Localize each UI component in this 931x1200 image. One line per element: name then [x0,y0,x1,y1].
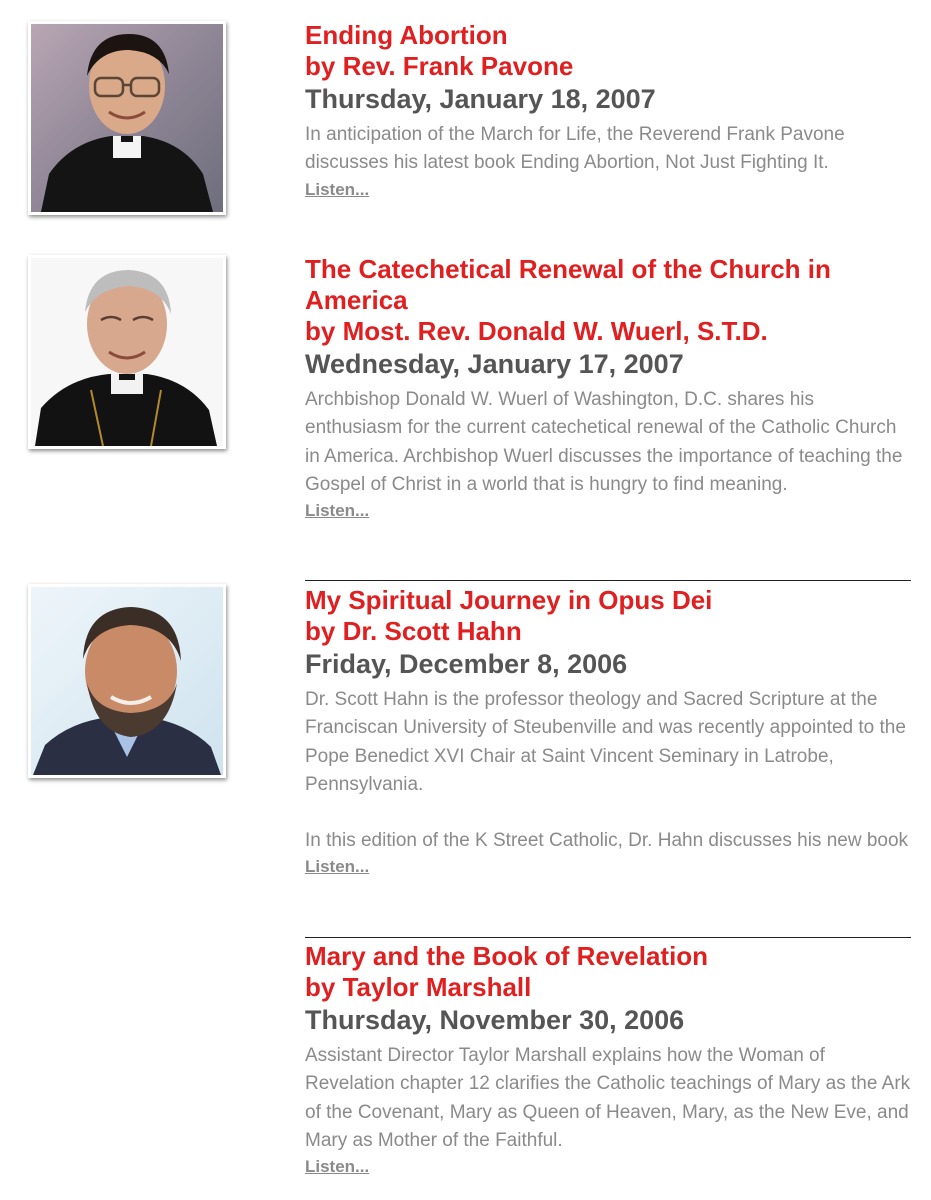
title-line[interactable]: My Spiritual Journey in Opus Dei [305,585,713,615]
speaker-line[interactable]: by Rev. Frank Pavone [305,51,574,81]
episode-description-2: In this edition of the K Street Catholic, Dr. Hahn discusses his new book [305,830,909,852]
portrait-priest-icon [31,24,223,212]
episode-title[interactable] [305,941,911,1003]
episode-title[interactable] [305,585,911,647]
paragraph-gap [305,799,911,827]
episode-date: Thursday, January 18, 2007 [305,84,656,114]
listen-link[interactable]: Listen... [305,501,370,521]
episode-description: Archbishop Donald W. Wuerl of Washington, D.C. shares his enthusiasm for the current catechetical renewal of the Catholic Church in America. Archbishop Wuerl discusses the importance of teaching the Gospel of Christ in a world that is hungry to find meaning. [305,389,903,495]
episode-date: Thursday, November 30, 2006 [305,1005,685,1035]
listen-link[interactable]: Listen... [305,179,370,199]
title-line[interactable]: Ending Abortion [305,20,508,50]
episode-title[interactable] [305,254,911,347]
speaker-photo[interactable] [28,255,226,449]
divider [305,580,911,581]
listen-link[interactable]: Listen... [305,1157,370,1177]
episode-description: Dr. Scott Hahn is the professor theology and Sacred Scripture at the Franciscan University of Steubenville and was recently appointed to the Pope Benedict XVI Chair at Saint Vincent Seminary in Latrobe, Pennsylvania. [305,689,906,795]
portrait-man-bearded-icon [31,587,223,775]
episode-title[interactable] [305,20,911,82]
speaker-photo[interactable] [28,21,226,215]
speaker-line[interactable]: by Most. Rev. Donald W. Wuerl, S.T.D. [305,316,768,346]
divider [305,937,911,938]
speaker-line[interactable]: by Dr. Scott Hahn [305,616,522,646]
listen-link[interactable]: Listen... [305,857,370,877]
speaker-photo[interactable] [28,584,226,778]
episode-description: In anticipation of the March for Life, the Reverend Frank Pavone discusses his latest book Ending Abortion, Not Just Fighting It. [305,124,845,174]
speaker-line[interactable]: by Taylor Marshall [305,972,532,1002]
title-line[interactable]: The Catechetical Renewal of the Church in America [305,254,831,315]
episode-date: Wednesday, January 17, 2007 [305,349,684,379]
portrait-bishop-icon [31,258,223,446]
title-line[interactable]: Mary and the Book of Revelation [305,941,709,971]
episode-date: Friday, December 8, 2006 [305,649,628,679]
episode-description: Assistant Director Taylor Marshall explains how the Woman of Revelation chapter 12 clarifies the Catholic teachings of Mary as the Ark of the Covenant, Mary as Queen of Heaven, Mary, as the New Eve, and Mary as Mother of the Faithful. [305,1045,911,1151]
